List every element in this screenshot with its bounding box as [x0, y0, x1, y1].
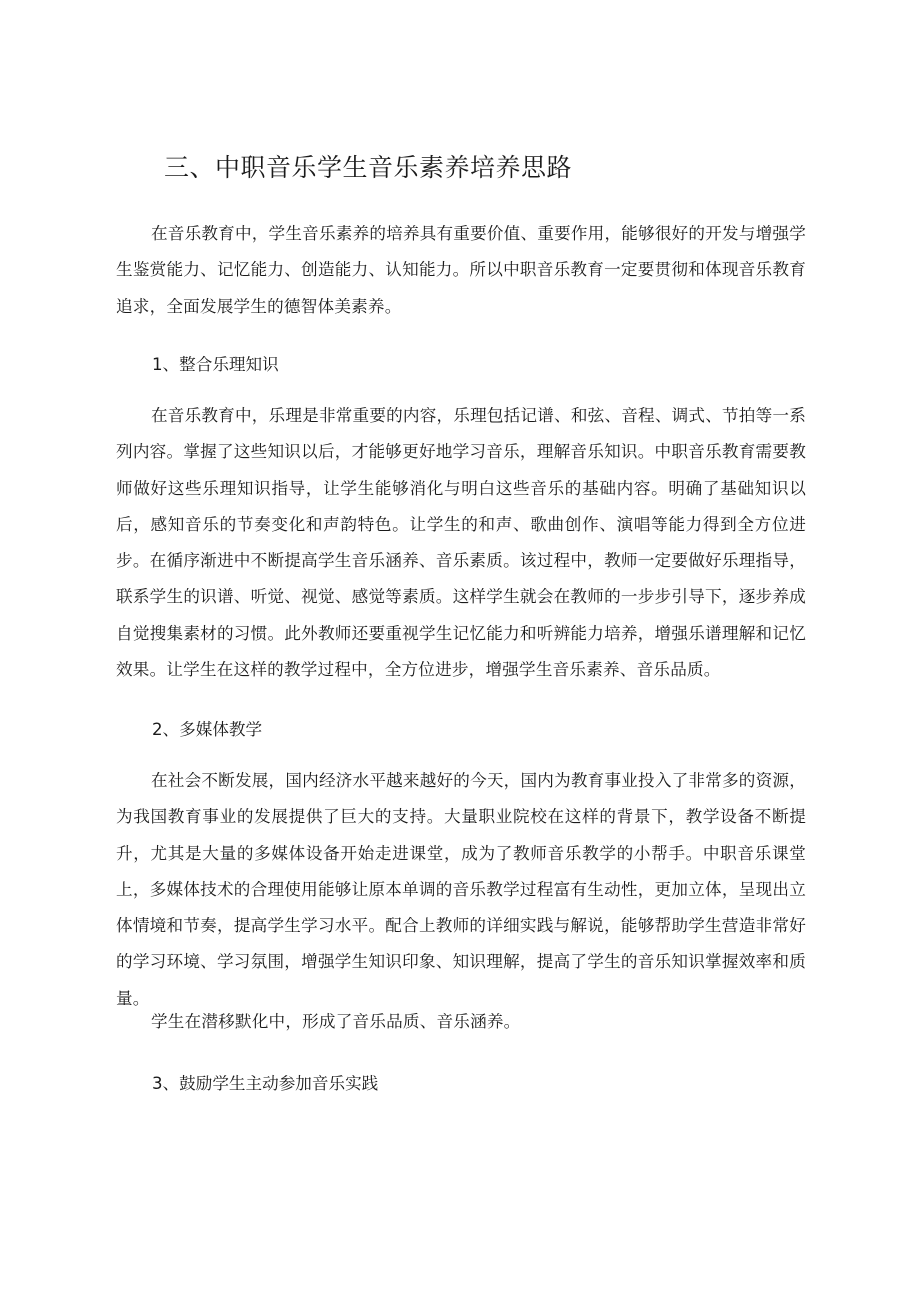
section-title: 三、中职音乐学生音乐素养培养思路 [164, 153, 573, 182]
intro-paragraph: 在音乐教育中，学生音乐素养的培养具有重要价值、重要作用，能够很好的开发与增强学生鉴赏能力、记忆能力、创造能力、认知能力。所以中职音乐教育一定要贯彻和体现音乐教育追求，全面发展学生的德智体美素养。 [116, 224, 806, 316]
subsection-title-music-theory: 1、整合乐理知识 [152, 355, 279, 374]
paragraph-multimedia-conclusion: 学生在潜移默化中，形成了音乐品质、音乐涵养。 [151, 1012, 521, 1031]
paragraph-music-theory: 在音乐教育中，乐理是非常重要的内容，乐理包括记谱、和弦、音程、调式、节拍等一系列内容。掌握了这些知识以后，才能够更好地学习音乐，理解音乐知识。中职音乐教育需要教师做好这些乐理知识指导，让学生能够消化与明白这些音乐的基础内容。明确了基础知识以后，感知音乐的节奏变化和声韵特色。让学生的和声、歌曲创作、演唱等能力得到全方位进步。在循序渐进中不断提高学生音乐涵养、音乐素质。该过程中，教师一定要做好乐理指导，联系学生的识谱、听觉、视觉、感觉等素质。这样学生就会在教师的一步步引导下，逐步养成自觉搜集素材的习惯。此外教师还要重视学生记忆能力和听辨能力培养，增强乐谱理解和记忆效果。让学生在这样的教学过程中，全方位进步，增强学生音乐素养、音乐品质。 [116, 406, 806, 680]
paragraph-multimedia: 在社会不断发展，国内经济水平越来越好的今天，国内为教育事业投入了非常多的资源，为我国教育事业的发展提供了巨大的支持。大量职业院校在这样的背景下，教学设备不断提升，尤其是大量的多媒体设备开始走进课堂，成为了教师音乐教学的小帮手。中职音乐课堂上，多媒体技术的合理使用能够让原本单调的音乐教学过程富有生动性，更加立体，呈现出立体情境和节奏，提高学生学习水平。配合上教师的详细实践与解说，能够帮助学生营造非常好的学习环境、学习氛围，增强学生知识印象、知识理解，提高了学生的音乐知识掌握效率和质量。 [116, 771, 806, 1008]
subsection-title-multimedia: 2、多媒体教学 [152, 720, 263, 739]
subsection-title-practice: 3、鼓励学生主动参加音乐实践 [152, 1074, 379, 1093]
